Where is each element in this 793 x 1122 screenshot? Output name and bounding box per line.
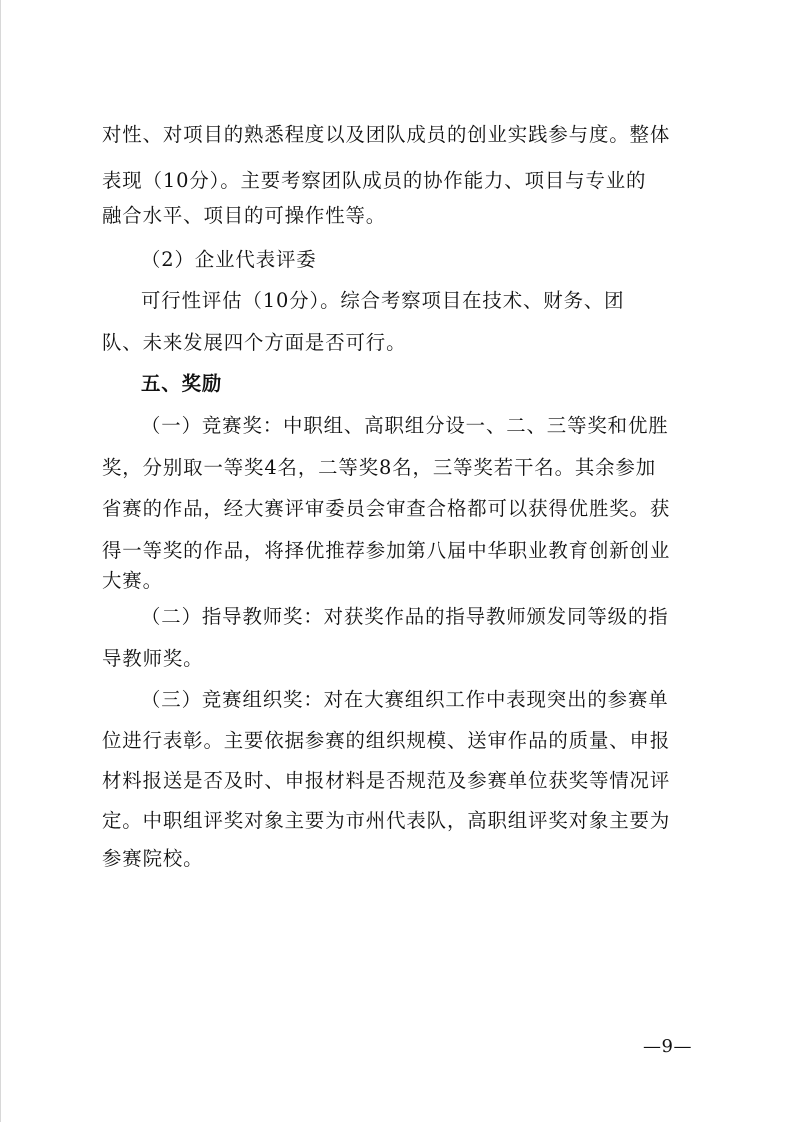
paragraph-line: 对性、对项目的熟悉程度以及团队成员的创业实践参与度。整体 [102,123,671,146]
paragraph-line: 省赛的作品，经大赛评审委员会审查合格都可以获得优胜奖。获 [102,497,671,520]
paragraph-line: 定。中职组评奖对象主要为市州代表队，高职组评奖对象主要为 [102,809,671,832]
paragraph-line: 导教师奖。 [102,647,204,670]
paragraph-line: （二）指导教师奖：对获奖作品的指导教师颁发同等级的指 [141,605,669,628]
paragraph-line: （三）竞赛组织奖：对在大赛组织工作中表现突出的参赛单 [141,688,669,711]
paragraph-line: 奖，分别取一等奖4名，二等奖8名，三等奖若干名。其余参加 [102,456,657,479]
paragraph-line: 队、未来发展四个方面是否可行。 [102,331,407,354]
paragraph-line: 可行性评估（10分）。综合考察项目在技术、财务、团 [141,289,625,312]
section-heading-rewards: 五、奖励 [141,372,223,395]
paragraph-line: （一）竞赛奖：中职组、高职组分设一、二、三等奖和优胜 [141,414,669,437]
page-number: —9— [643,1036,692,1057]
paragraph-line: 参赛院校。 [102,847,204,870]
paragraph-line: 得一等奖的作品，将择优推荐参加第八届中华职业教育创新创业 [102,539,671,562]
subheading-enterprise-judges: （2）企业代表评委 [141,248,317,271]
paragraph-line: 位进行表彰。主要依据参赛的组织规模、送审作品的质量、申报 [102,729,671,752]
paragraph-line: 表现（10分）。主要考察团队成员的协作能力、项目与专业的 [102,169,647,192]
paragraph-line: 融合水平、项目的可操作性等。 [102,204,387,227]
paragraph-line: 材料报送是否及时、申报材料是否规范及参赛单位获奖等情况评 [102,769,671,792]
paragraph-line: 大赛。 [102,569,163,592]
